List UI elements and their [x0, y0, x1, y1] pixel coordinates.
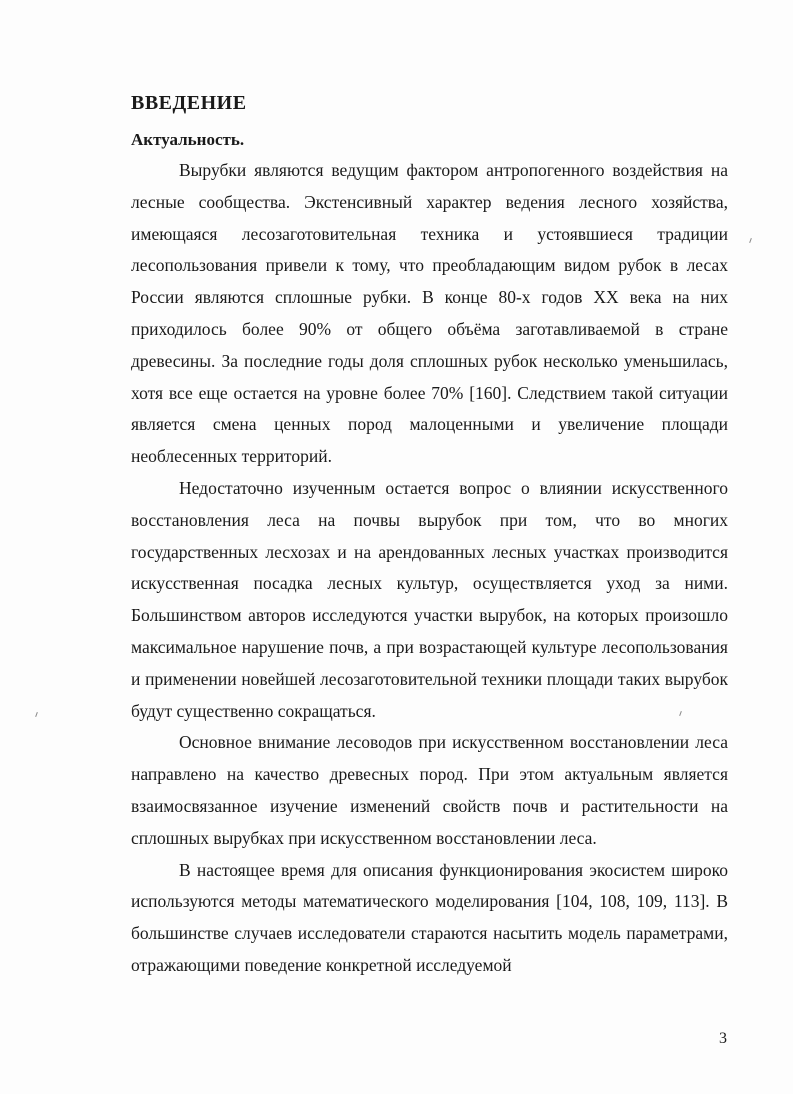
page-number: 3: [719, 1030, 727, 1047]
scan-speck: [35, 712, 38, 717]
paragraph-4: В настоящее время для описания функционирования экосистем широко используются методы математического моделирования [104, 108, 109, 113]. В большинстве случаев исследователи стараются насытить модель параметрами, отражающими поведение конкретной исследуемой: [131, 859, 728, 975]
paragraph-3: Основное внимание лесоводов при искусственном восстановлении леса направлено на качество древесных пород. При этом актуальным является взаимосвязанное изучение изменений свойств почв и растительности на сплошных вырубках при искусственном восстановлении леса.: [131, 732, 728, 848]
page-content: [131, 88, 728, 982]
paragraph-2: Недостаточно изученным остается вопрос о влиянии искусственного восстановления леса на почвы вырубок при том, что во многих государственных лесхозах и на арендованных лесных участках производится искусственная посадка лесных культур, осуществляется уход за ними. Большинством авторов исследуются участки вырубок, на которых произошло максимальное нарушение почв, а при возрастающей культуре лесопользования и применении новейшей лесозаготовительной техники площади таких вырубок будут существенно сокращаться.: [131, 477, 728, 721]
section-title: Актуальность.: [131, 130, 245, 149]
page-title: ВВЕДЕНИЕ: [131, 92, 247, 114]
scan-speck: [749, 238, 752, 243]
paragraph-1: Вырубки являются ведущим фактором антропогенного воздействия на лесные сообщества. Экстенсивный характер ведения лесного хозяйства, имеющаяся лесозаготовительная техника и устоявшиеся традиции лесопользования привели к тому, что преобладающим видом рубок в лесах России являются сплошные рубки. В конце 80-х годов XX века на них приходилось более 90% от общего объёма заготавливаемой в стране древесины. За последние годы доля сплошных рубок несколько уменьшилась, хотя все еще остается на уровне более 70% [160]. Следствием такой ситуации является смена ценных пород малоценными и увеличение площади необлесенных территорий.: [131, 160, 728, 467]
